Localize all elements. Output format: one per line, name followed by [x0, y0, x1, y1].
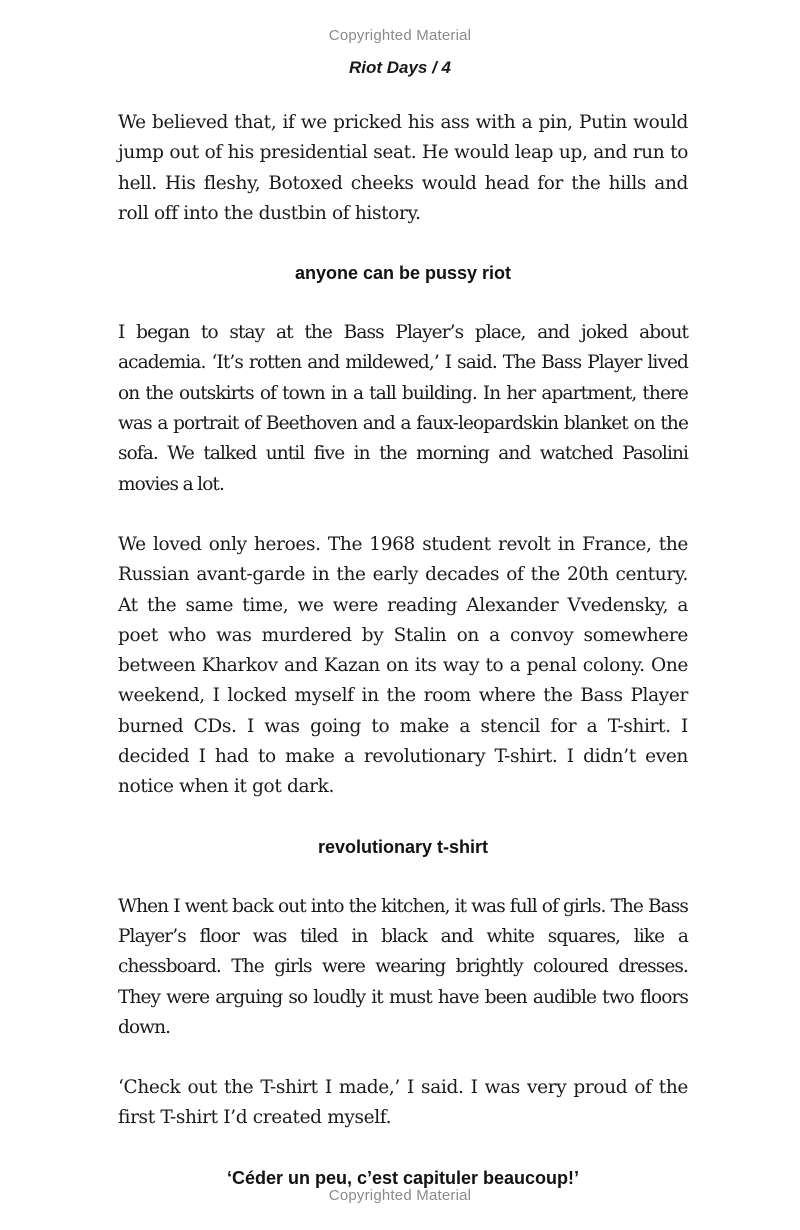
- copyright-watermark-bottom: Copyrighted Material: [328, 1187, 472, 1204]
- running-head: Riot Days / 4: [348, 58, 452, 77]
- section-heading-anyone: anyone can be pussy riot: [294, 263, 512, 284]
- paragraph-heroes: We loved only heroes. The 1968 student revolt in France, the Russian avant-garde in the early decades of the 20th century. At the same time, we were reading Alexander Vvedensky, a poet who was murdered by Stalin on a convoy somewhere between Kharkov and Kazan on its way to a penal colony. One weekend, I locked myself in the room where the Bass Player burned CDs. I was going to make a stencil for a T-shirt. I decided I had to make a revolutionary T-shirt. I didn’t even notice when it got dark.: [118, 533, 688, 798]
- paragraph-bass-player: I began to stay at the Bass Player’s place, and joked about academia. ‘It’s rotten and mildewed,’ I said. The Bass Player lived on the outskirts of town in a tall building. In her apartment, there was a portrait of Beethoven and a faux-leopardskin blanket on the sofa. We talked until five in the morning and watched Pasolini movies a lot.: [118, 322, 688, 495]
- page-body: [118, 108, 688, 1189]
- paragraph-check-tshirt: ‘Check out the T-shirt I made,’ I said. I was very proud of the first T-shirt I’d created myself.: [118, 1077, 688, 1129]
- paragraph-kitchen: When I went back out into the kitchen, it was full of girls. The Bass Player’s floor was tiled in black and white squares, like a chessboard. The girls were wearing brightly coloured dresses. They were arguing so loudly it must have been audible two floors down.: [118, 895, 688, 1038]
- copyright-watermark-top: Copyrighted Material: [328, 27, 472, 44]
- section-heading-ceder: ‘Céder un peu, c’est capituler beaucoup!’: [226, 1167, 580, 1188]
- section-heading-tshirt: revolutionary t-shirt: [317, 836, 489, 857]
- paragraph-putin: We believed that, if we pricked his ass with a pin, Putin would jump out of his presidential seat. He would leap up, and run to hell. His fleshy, Botoxed cheeks would head for the hills and roll off into the dustbin of history.: [118, 112, 688, 224]
